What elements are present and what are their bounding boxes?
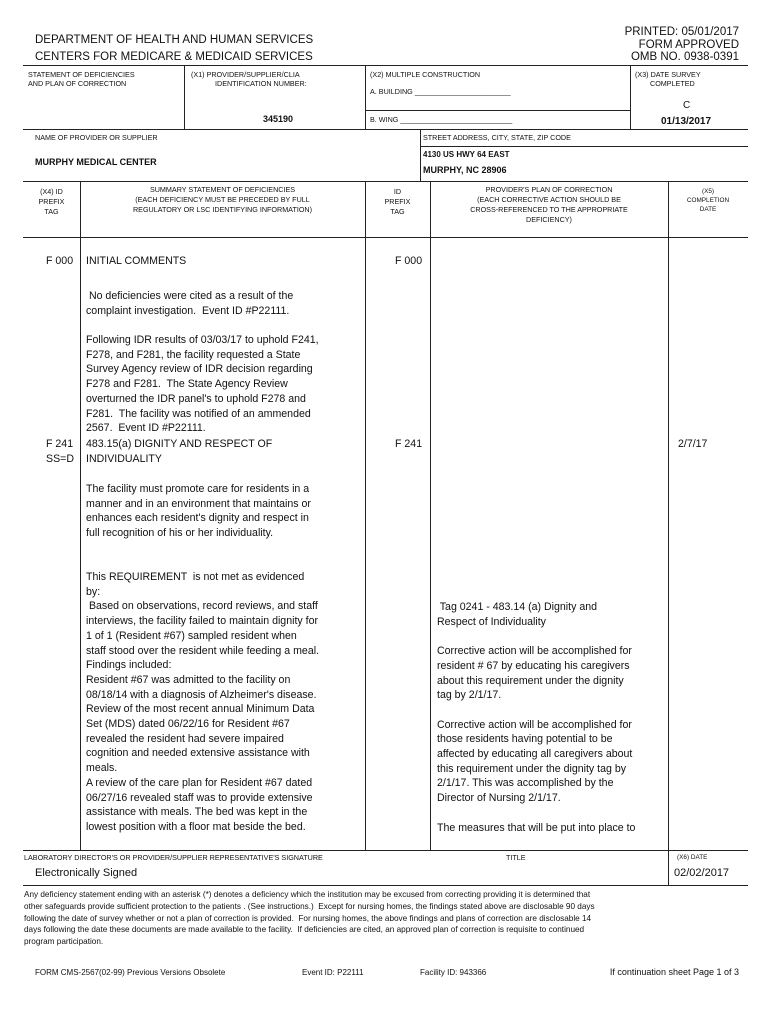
- signature-date-label: (X6) DATE: [677, 854, 708, 861]
- wing-label: B. WING ____________________________: [370, 115, 513, 124]
- initial-comments-title: INITIAL COMMENTS: [86, 255, 187, 267]
- signature-value: Electronically Signed: [35, 867, 138, 879]
- footer-event-id: Event ID: P22111: [302, 968, 364, 977]
- survey-date: 01/13/2017: [661, 116, 712, 127]
- x3-label: COMPLETED: [650, 79, 695, 88]
- plan-of-correction-text: Tag 0241 - 483.14 (a) Dignity and Respect of Individuality Corrective action will be accomplished for resident # 67 by educating his caregivers about this requirement under the dignity tag by 2/1/17. Corrective action will be accomplished for those residents having potential to be affected by educating all caregivers about this requirement under the dignity tag by 2/1/17. This was accomplished by the Director of Nursing 2/1/17. The measures that will be put into place to: [437, 601, 636, 834]
- address-label: STREET ADDRESS, CITY, STATE, ZIP CODE: [423, 133, 571, 142]
- rule: [23, 129, 748, 130]
- form-approved: FORM APPROVED: [638, 39, 739, 51]
- rule: [630, 65, 631, 129]
- rule: [23, 237, 748, 238]
- signature-date: 02/02/2017: [674, 867, 730, 879]
- findings-text: This REQUIREMENT is not met as evidenced by: Based on observations, record reviews, and staff interviews, the facility failed to maintain dignity for 1 of 1 (Resident #67) sampled resident when staff stood over the resident while feeding a meal. Findings included: Resident #67 was admitted to the facility on 08/18/14 with a diagnosis of Alzheimer's disease. Review of the most recent annual Minimum Data Set (MDS) dated 06/22/16 for Resident #67 revealed the resident had severe impaired cognition and needed extensive assistance with meals. A review of the care plan for Resident #67 dated 06/27/16 revealed staff was to provide extensive assistance with meals. The bed was kept in the lowest position with a floor mat beside the bed.: [86, 571, 320, 833]
- rule: [365, 110, 630, 111]
- x3-label: (X3) DATE SURVEY: [635, 70, 701, 79]
- rule: [420, 146, 748, 147]
- rule: [23, 181, 748, 182]
- omb-number: OMB NO. 0938-0391: [630, 51, 739, 63]
- id-header: ID PREFIX TAG: [384, 187, 411, 216]
- statement-label: STATEMENT OF DEFICIENCIES: [28, 70, 135, 79]
- tag-f241: F 241: [46, 438, 74, 450]
- survey-code: C: [683, 100, 691, 111]
- plan-tag-f000: F 000: [395, 255, 423, 267]
- disclosure-footnote: Any deficiency statement ending with an asterisk (*) denotes a deficiency which the institution may be excused from correcting providing it is determined that other safeguards provide sufficient protection to the patients . (See instructions.) Except for nursing homes, the findings stated above are disclosable 90 days following the date of survey whether or not a plan of correction is provided. For nursing homes, the above findings and plans of correction are disclosable 14 days following the date these documents are made available to the facility. If deficiencies are cited, an approved plan of correction is requisite to continued program participation.: [24, 890, 595, 947]
- title-label: TITLE: [506, 853, 526, 862]
- rule: [23, 885, 748, 886]
- rule: [80, 181, 81, 850]
- building-label: A. BUILDING ________________________: [370, 87, 511, 96]
- rule: [668, 181, 669, 850]
- scope-severity: SS=D: [46, 453, 74, 465]
- rule: [365, 65, 366, 129]
- provider-number: 345190: [263, 114, 294, 124]
- provider-name: MURPHY MEDICAL CENTER: [35, 157, 157, 167]
- idr-paragraph: Following IDR results of 03/03/17 to uphold F241, F278, and F281, the facility requested a State Survey Agency review of IDR decision regarding F278 and F281. The State Agency Review overturned the IDR panel's to uphold F278 and F281. The facility was notified of an ammended 2567. Event ID #P22111.: [86, 334, 319, 435]
- agency-title: CENTERS FOR MEDICARE & MEDICAID SERVICES: [35, 51, 313, 63]
- statement-label: AND PLAN OF CORRECTION: [28, 79, 127, 88]
- provider-name-label: NAME OF PROVIDER OR SUPPLIER: [35, 133, 158, 142]
- department-title: DEPARTMENT OF HEALTH AND HUMAN SERVICES: [35, 34, 314, 46]
- rule: [365, 181, 366, 850]
- footer-facility-id: Facility ID: 943366: [420, 968, 487, 977]
- x1-label: IDENTIFICATION NUMBER:: [215, 79, 307, 88]
- plan-tag-f241: F 241: [395, 438, 423, 450]
- summary-header: SUMMARY STATEMENT OF DEFICIENCIES (EACH DEFICIENCY MUST BE PRECEDED BY FULL REGULATORY OR LSC IDENTIFYING INFORMATION): [132, 185, 313, 214]
- rule: [430, 181, 431, 850]
- plan-header: PROVIDER'S PLAN OF CORRECTION (EACH CORRECTIVE ACTION SHOULD BE CROSS-REFERENCED TO THE APPROPRIATE DEFICIENCY): [470, 185, 628, 224]
- x5-header: (X5) COMPLETION DATE: [686, 188, 730, 213]
- no-deficiencies-text: No deficiencies were cited as a result of the complaint investigation. Event ID #P22111.: [86, 290, 294, 317]
- rule: [184, 65, 185, 129]
- signature-label: LABORATORY DIRECTOR'S OR PROVIDER/SUPPLIER REPRESENTATIVE'S SIGNATURE: [24, 853, 323, 862]
- completion-date: 2/7/17: [678, 438, 708, 450]
- tag-f000: F 000: [46, 255, 74, 267]
- x4-header: (X4) ID PREFIX TAG: [38, 187, 65, 216]
- rule: [23, 65, 748, 66]
- rule: [23, 850, 748, 851]
- printed-date: PRINTED: 05/01/2017: [624, 26, 739, 38]
- x2-label: (X2) MULTIPLE CONSTRUCTION: [370, 70, 481, 79]
- address-line2: MURPHY, NC 28906: [423, 165, 507, 175]
- page-indicator: If continuation sheet Page 1 of 3: [609, 967, 739, 977]
- requirement-text: The facility must promote care for residents in a manner and in an environment that maintains or enhances each resident's dignity and respect in full recognition of his or her individuality.: [86, 483, 311, 540]
- f241-title: 483.15(a) DIGNITY AND RESPECT OF INDIVIDUALITY: [86, 438, 273, 465]
- form-number: FORM CMS-2567(02-99) Previous Versions Obsolete: [35, 968, 226, 977]
- x1-label: (X1) PROVIDER/SUPPLIER/CLIA: [191, 70, 300, 79]
- rule: [668, 850, 669, 885]
- rule: [420, 129, 421, 181]
- address-line1: 4130 US HWY 64 EAST: [423, 150, 510, 159]
